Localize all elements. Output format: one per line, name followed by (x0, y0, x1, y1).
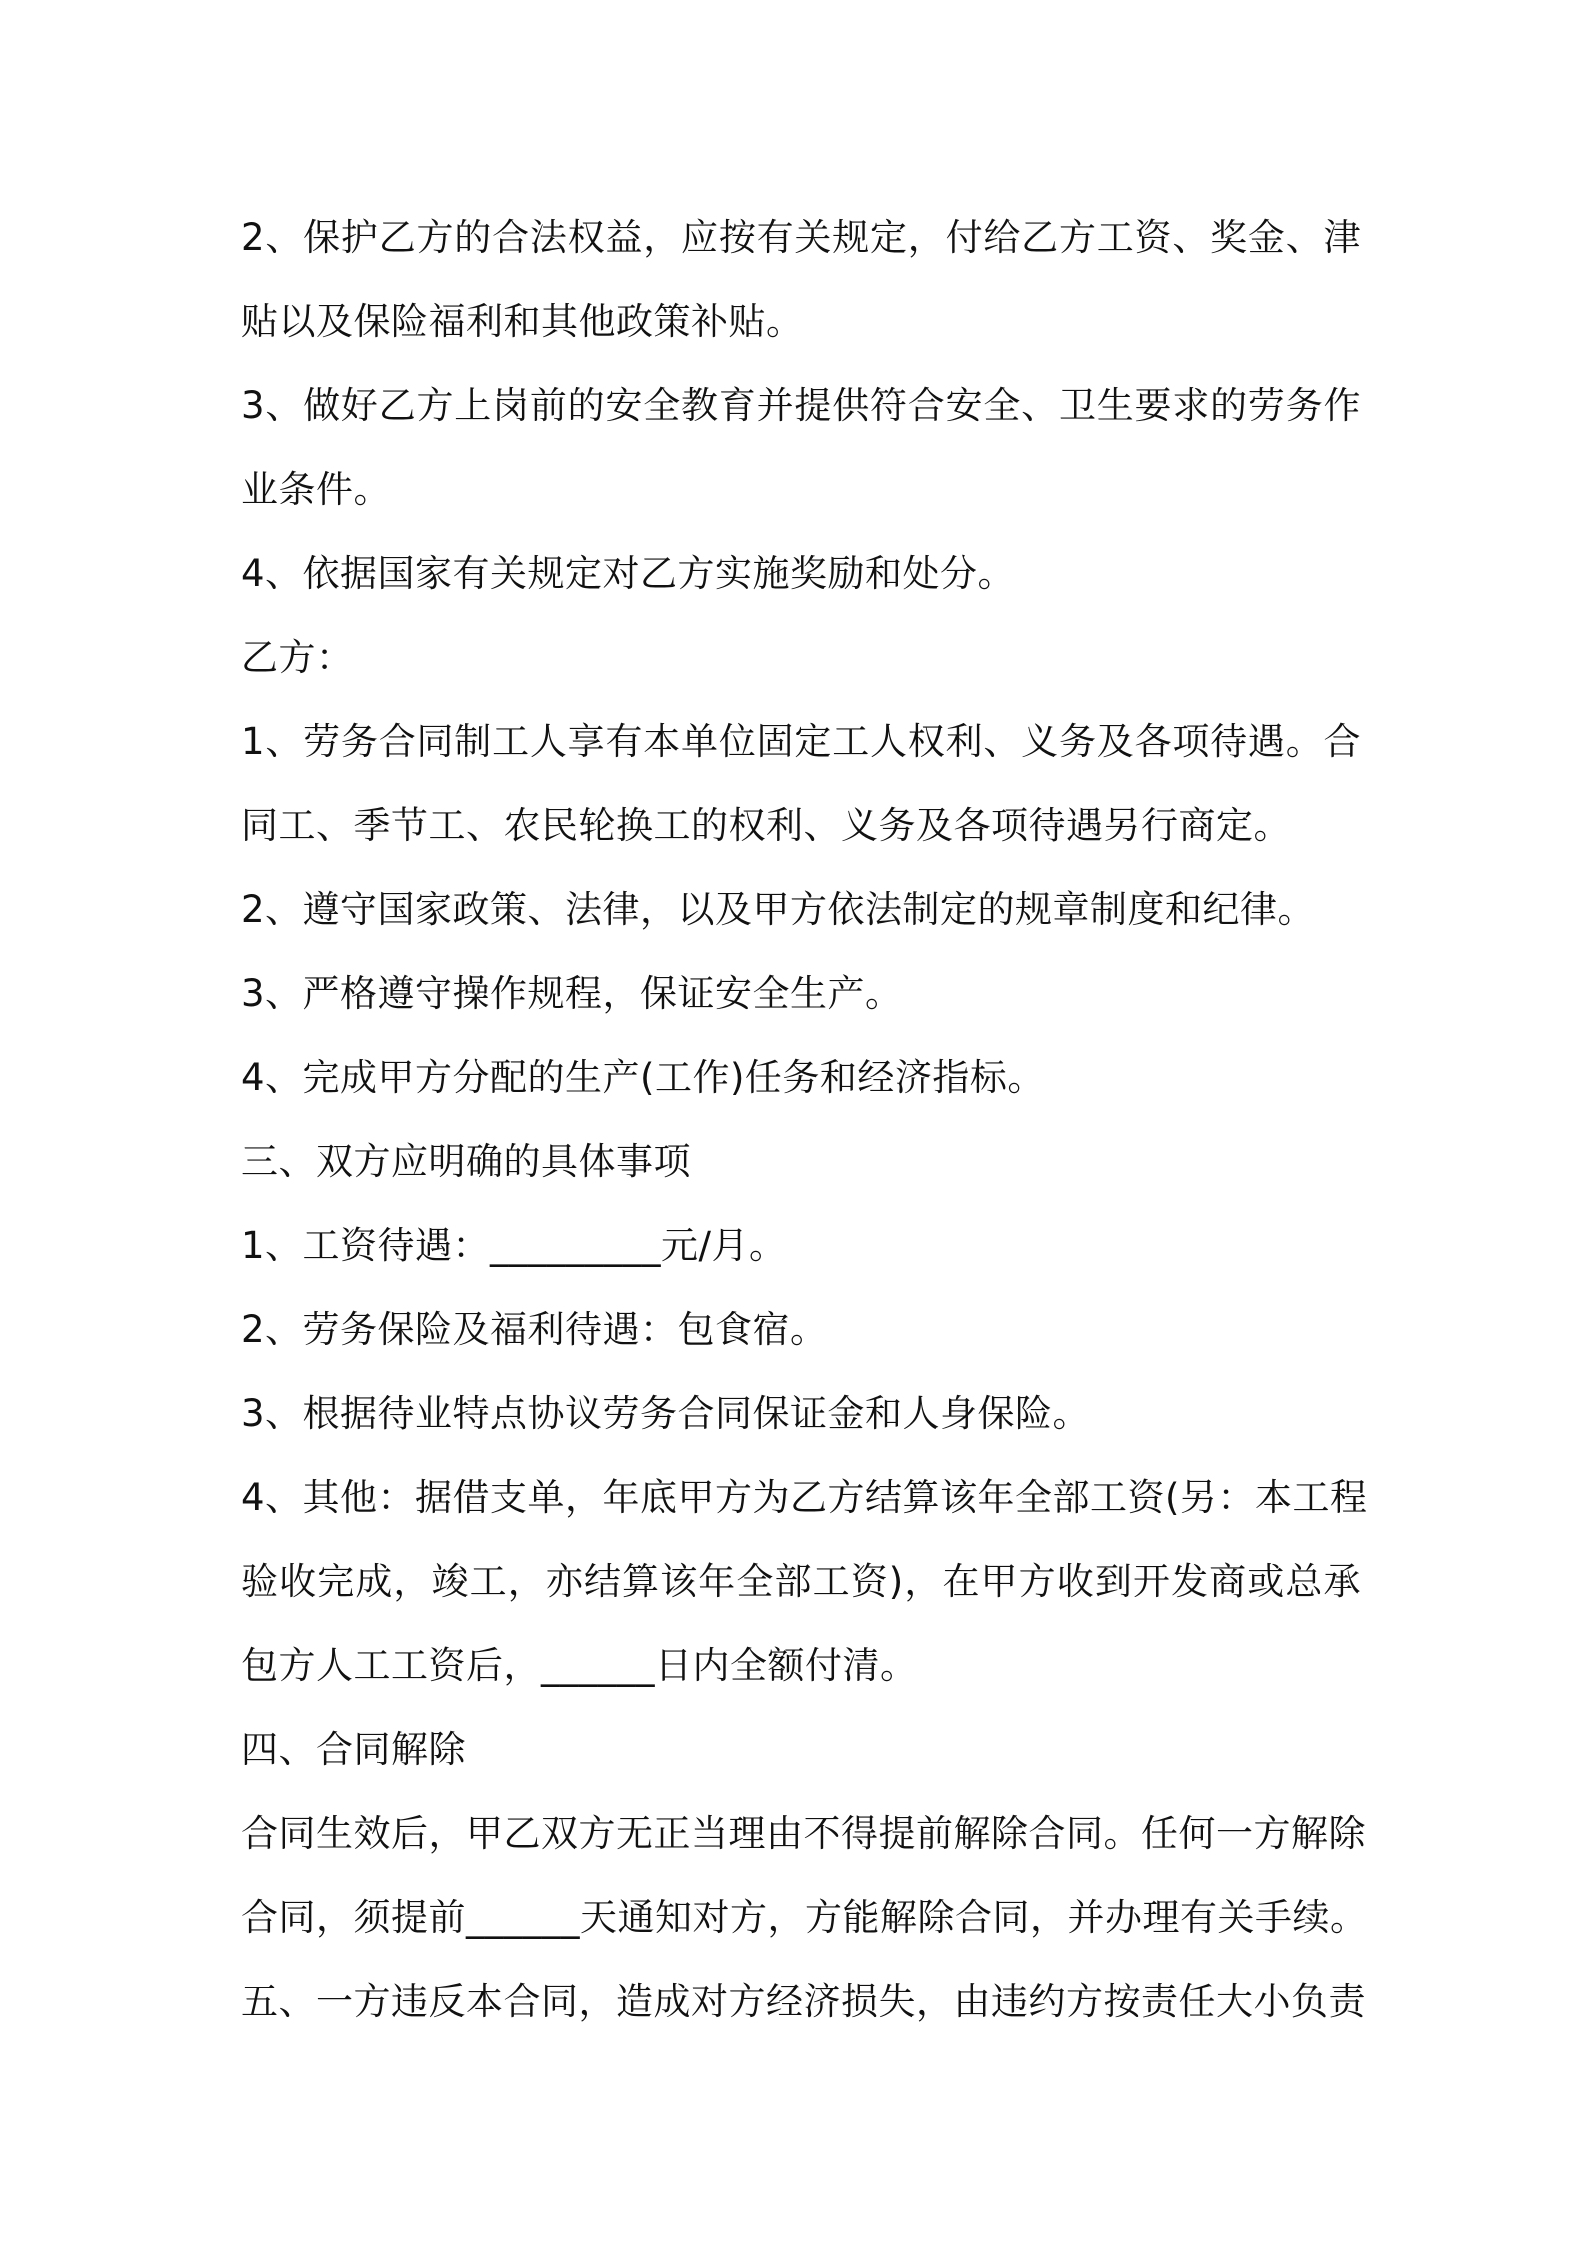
section-3-item-2: 2、劳务保险及福利待遇：包食宿。 (241, 1308, 828, 1351)
clause-2-line-2: 贴以及保险福利和其他政策补贴。 (241, 300, 804, 343)
clause-3-line-1: 3、做好乙方上岗前的安全教育并提供符合安全、卫生要求的劳务作 (241, 384, 1361, 427)
section-5-line-1: 五、一方违反本合同，造成对方经济损失，由违约方按责任大小负责 (241, 1980, 1366, 2023)
clause-2-line-1: 2、保护乙方的合法权益，应按有关规定，付给乙方工资、奖金、津 (241, 216, 1361, 259)
section-3-heading: 三、双方应明确的具体事项 (241, 1140, 691, 1183)
clause-4-line-1: 4、依据国家有关规定对乙方实施奖励和处分。 (241, 552, 1016, 595)
party-b-clause-2: 2、遵守国家政策、法律，以及甲方依法制定的规章制度和纪律。 (241, 888, 1316, 931)
section-3-item-4-line-3: 包方人工工资后，______日内全额付清。 (241, 1644, 918, 1687)
section-3-item-4-line-1: 4、其他：据借支单，年底甲方为乙方结算该年全部工资(另：本工程 (241, 1476, 1368, 1519)
party-b-heading: 乙方： (241, 636, 354, 679)
section-3-item-1: 1、工资待遇：_________元/月。 (241, 1224, 787, 1267)
section-3-item-3: 3、根据待业特点协议劳务合同保证金和人身保险。 (241, 1392, 1091, 1435)
clause-3-line-2: 业条件。 (241, 468, 391, 511)
section-4-paragraph-line-2: 合同，须提前______天通知对方，方能解除合同，并办理有关手续。 (241, 1896, 1368, 1939)
party-b-clause-4: 4、完成甲方分配的生产(工作)任务和经济指标。 (241, 1056, 1045, 1099)
party-b-clause-1-line-2: 同工、季节工、农民轮换工的权利、义务及各项待遇另行商定。 (241, 804, 1291, 847)
section-3-item-4-line-2: 验收完成，竣工，亦结算该年全部工资)，在甲方收到开发商或总承 (241, 1560, 1361, 1603)
section-4-heading: 四、合同解除 (241, 1728, 466, 1771)
document-page (241, 196, 1368, 2044)
party-b-clause-3: 3、严格遵守操作规程，保证安全生产。 (241, 972, 903, 1015)
section-4-paragraph-line-1: 合同生效后，甲乙双方无正当理由不得提前解除合同。任何一方解除 (241, 1812, 1366, 1855)
party-b-clause-1-line-1: 1、劳务合同制工人享有本单位固定工人权利、义务及各项待遇。合 (241, 720, 1361, 763)
